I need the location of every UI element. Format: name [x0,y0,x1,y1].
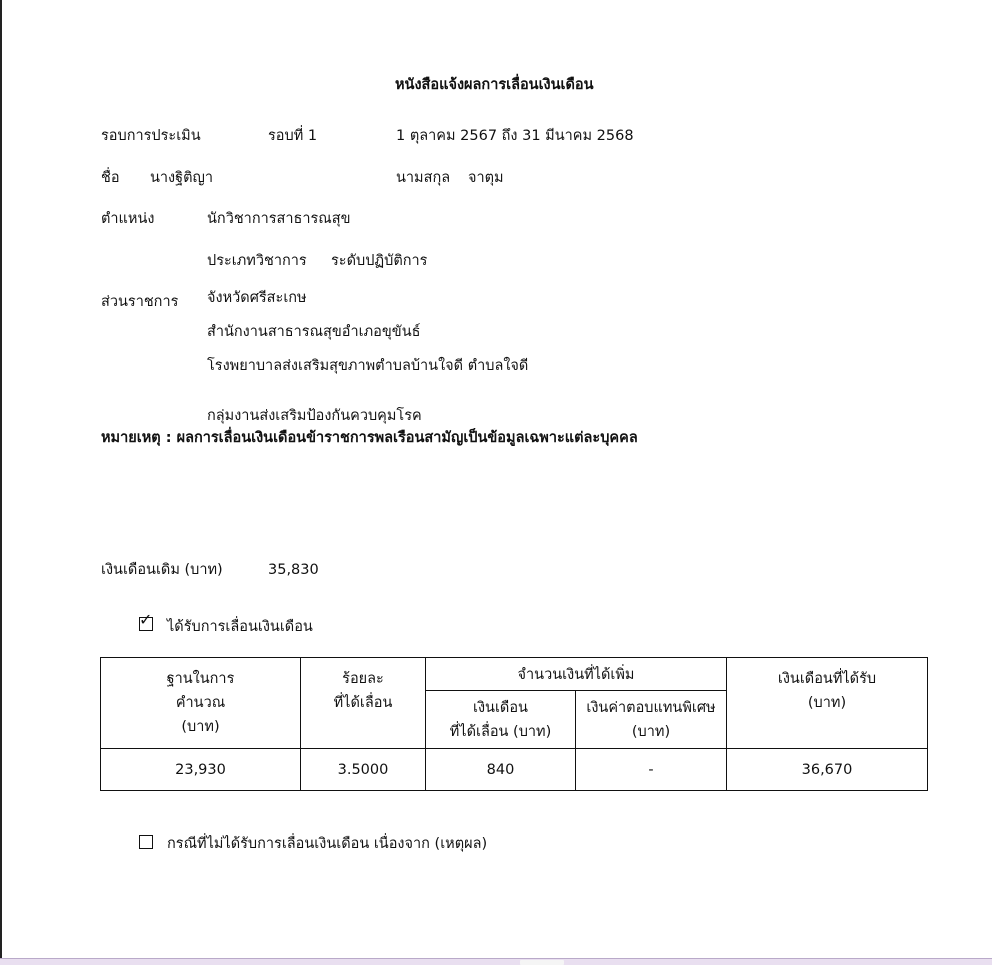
agency-line: โรงพยาบาลส่งเสริมสุขภาพตำบลบ้านใจดี ตำบลใจดี [207,358,529,374]
round-label: รอบการประเมิน [101,128,201,144]
cell-increase-salary: 840 [426,749,576,791]
cell-new-salary: 36,670 [727,749,928,791]
table-row [101,749,928,791]
agency-line: จังหวัดศรีสะเกษ [207,290,307,306]
old-salary-value: 35,830 [268,562,319,578]
position-level: ระดับปฏิบัติการ [331,253,428,269]
cell-base: 23,930 [101,749,301,791]
header-special-pay: เงินค่าตอบแทนพิเศษ (บาท) [576,691,727,749]
cell-percent: 3.5000 [301,749,426,791]
position-label: ตำแหน่ง [101,211,155,227]
cell-special-pay: - [576,749,727,791]
page-left-border [0,0,2,958]
header-increase-group: จำนวนเงินที่ได้เพิ่ม [426,658,727,691]
agency-label: ส่วนราชการ [101,294,179,310]
header-base: ฐานในการ คำนวณ (บาท) [101,658,301,749]
header-increase-salary: เงินเดือน ที่ได้เลื่อน (บาท) [426,691,576,749]
agency-line: กลุ่มงานส่งเสริมป้องกันควบคุมโรค [207,408,422,424]
salary-table [100,657,928,791]
header-percent: ร้อยละ ที่ได้เลื่อน [301,658,426,749]
person-name: นางฐิติญา [150,170,214,186]
table-header-row [101,658,928,691]
position-type: ประเภทวิชาการ [207,253,307,269]
remark-note: หมายเหตุ : ผลการเลื่อนเงินเดือนข้าราชการพลเรือนสามัญเป็นข้อมูลเฉพาะแต่ละบุคคล [101,430,638,446]
person-surname: จาตุม [468,170,504,186]
round-period: 1 ตุลาคม 2567 ถึง 31 มีนาคม 2568 [396,128,634,144]
scroll-handle[interactable] [520,960,564,965]
received-label: ได้รับการเลื่อนเงินเดือน [167,619,313,635]
received-checkbox[interactable] [139,610,153,631]
bottom-scroll-strip [0,958,992,965]
document-title: หนังสือแจ้งผลการเลื่อนเงินเดือน [395,77,594,93]
checkmark-icon: ✓ [139,610,153,629]
not-received-checkbox[interactable] [139,835,153,849]
round-value: รอบที่ 1 [268,128,318,144]
old-salary-label: เงินเดือนเดิม (บาท) [101,562,223,578]
agency-line: สำนักงานสาธารณสุขอำเภอขุขันธ์ [207,324,421,340]
position-title: นักวิชาการสาธารณสุข [207,211,351,227]
header-new-salary: เงินเดือนที่ได้รับ (บาท) [727,658,928,749]
surname-label: นามสกุล [396,170,451,186]
name-label: ชื่อ [101,170,120,186]
not-received-label: กรณีที่ไม่ได้รับการเลื่อนเงินเดือน เนื่องจาก (เหตุผล) [167,836,488,852]
